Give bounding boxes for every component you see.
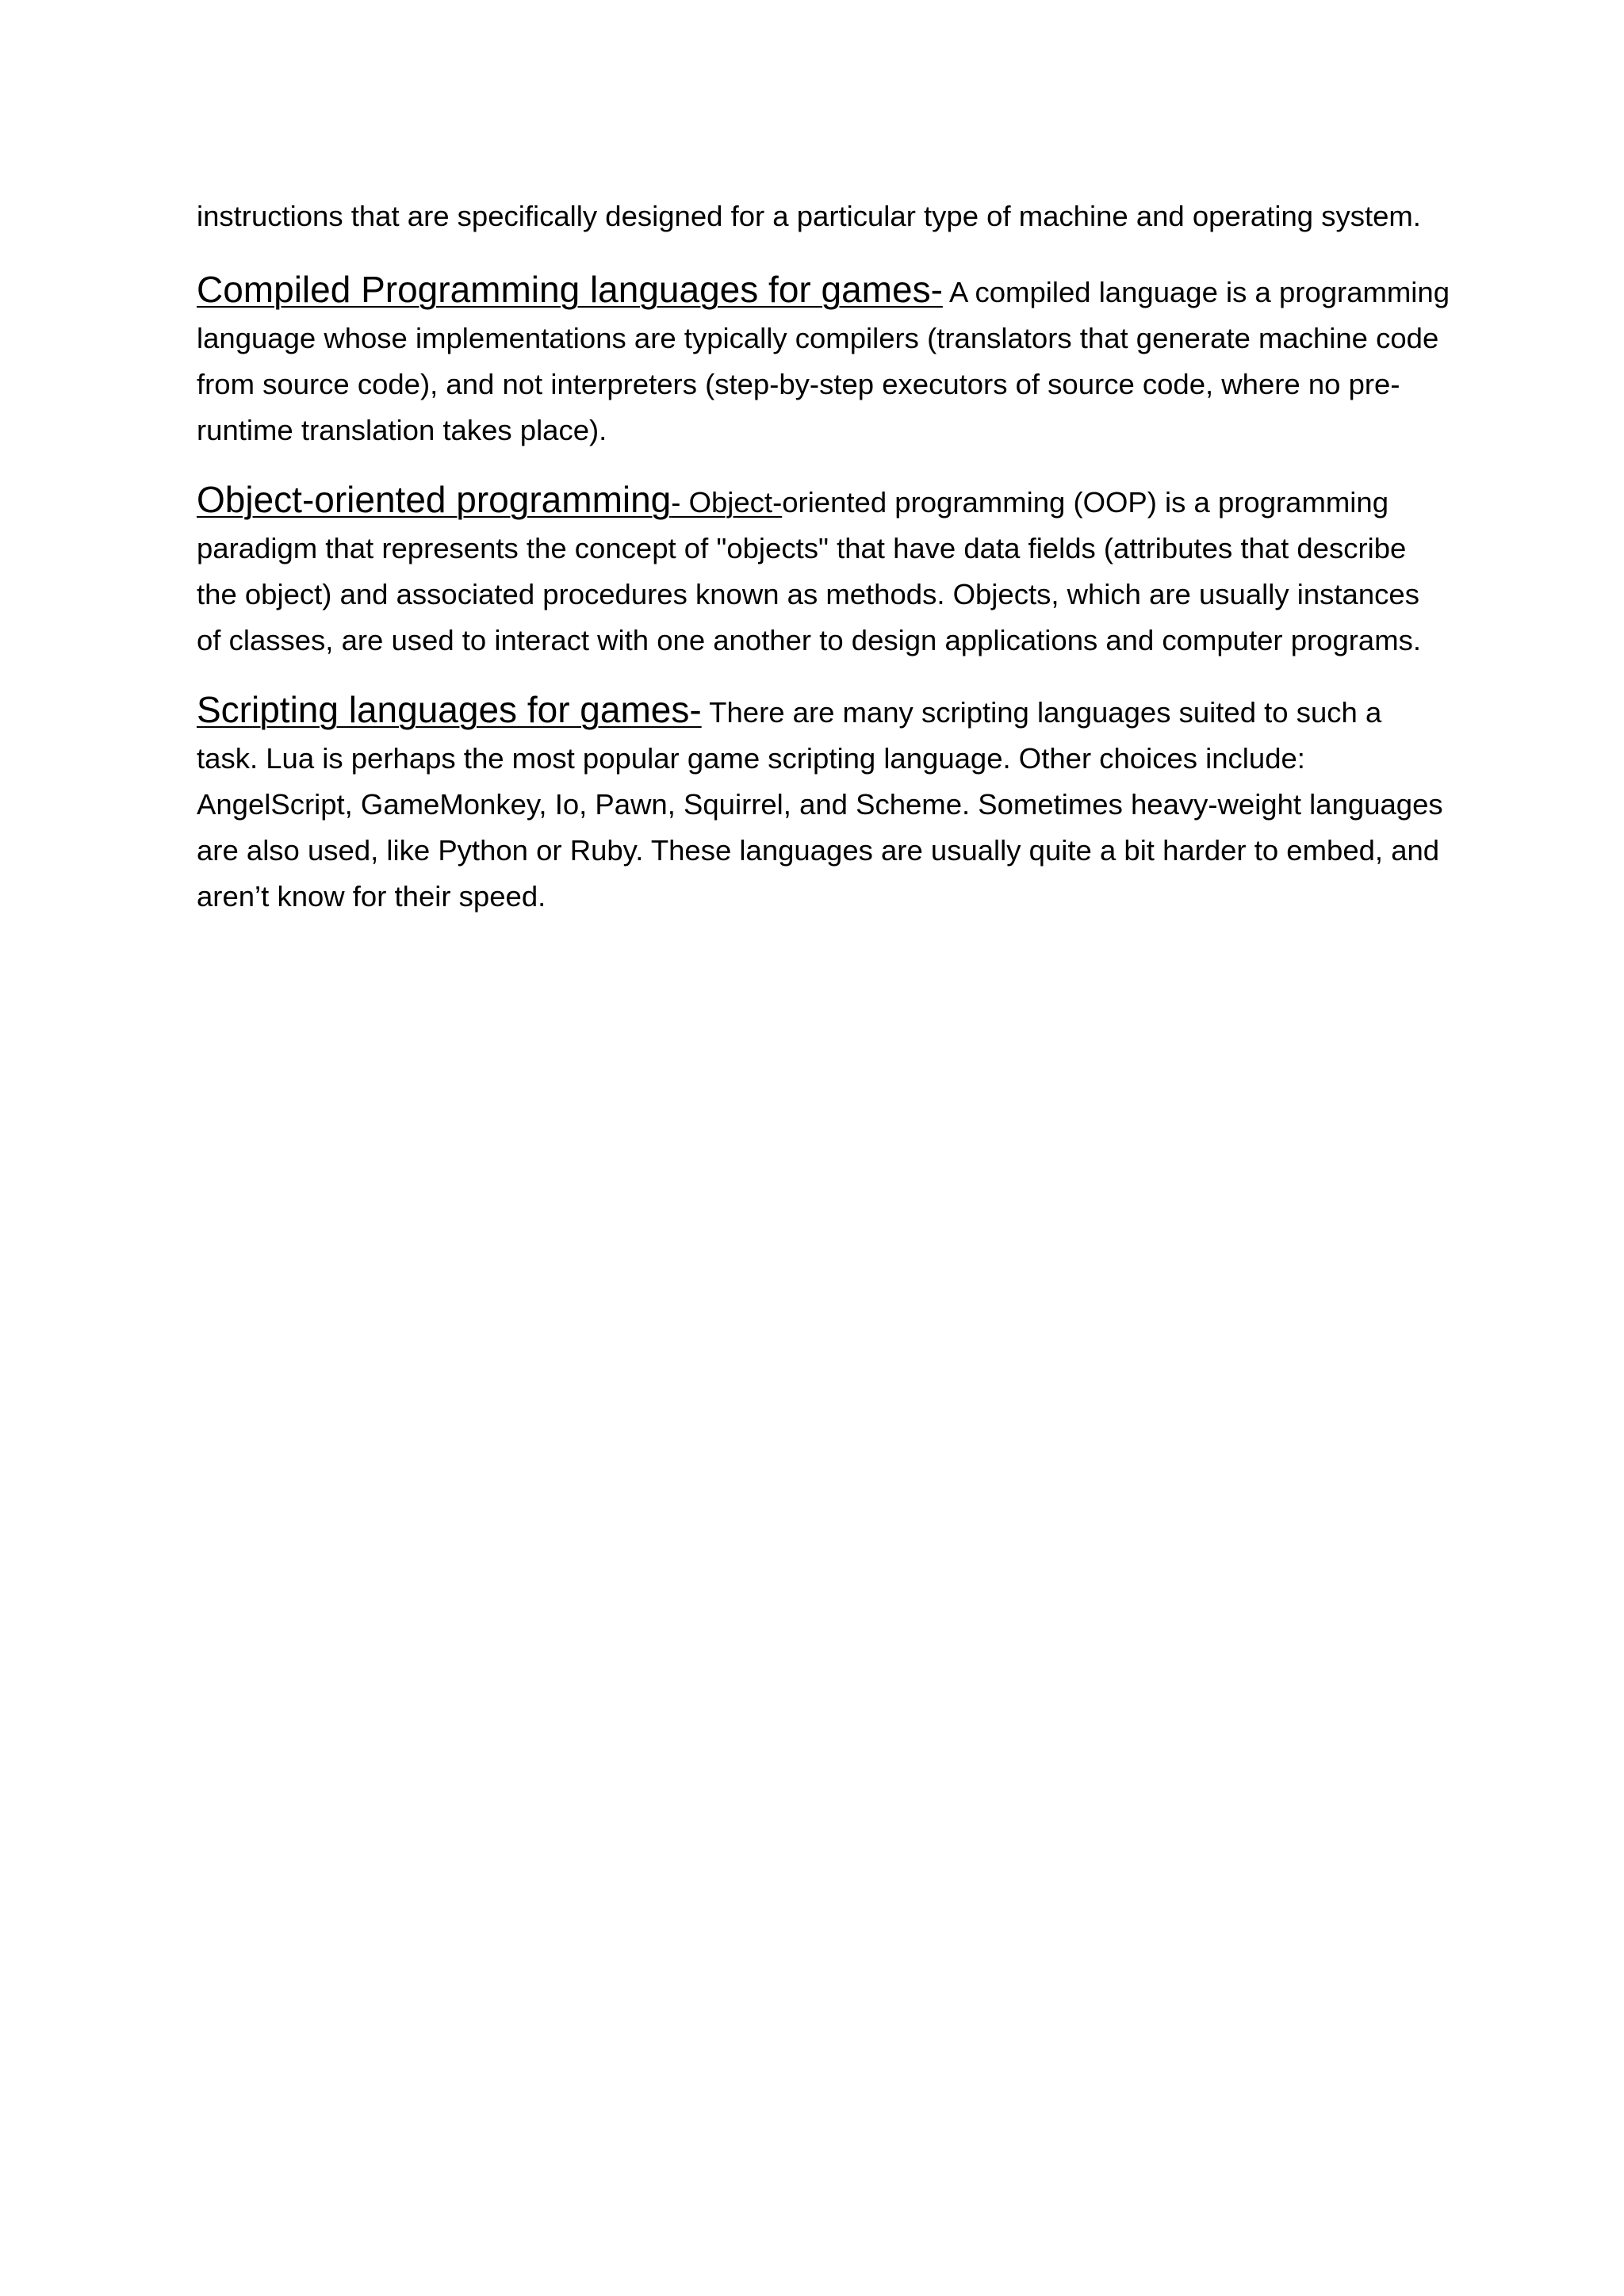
paragraph-object-oriented (197, 476, 1450, 664)
section-heading-object-oriented: Object-oriented programming (197, 479, 672, 520)
paragraph-text: oriented programming (OOP) is a programming paradigm that represents the concept of "objects" that have data fields (attributes that describe the object) and associated procedures known as methods. Objects, which are usually instances of classes, are used to interact with one another to design applications and computer programs. (197, 486, 1422, 656)
paragraph-machine-code-continuation (197, 193, 1450, 239)
paragraph-text: instructions that are specifically designed for a particular type of machine and operating system. (197, 200, 1421, 232)
underlined-lead-text: - Object- (671, 486, 783, 519)
section-heading-compiled-languages: Compiled Programming languages for games- (197, 269, 943, 310)
paragraph-compiled-languages (197, 266, 1450, 453)
document-body (197, 193, 1450, 920)
paragraph-text: A compiled language is a programming language whose implementations are typically compilers (translators that generate machine code from source code), and not interpreters (step-by-step executors of source code, where no pre-runtime translation takes place). (197, 276, 1450, 446)
paragraph-text: There are many scripting languages suited to such a task. Lua is perhaps the most popular game scripting language. Other choices include: AngelScript, GameMonkey, Io, Pawn, Squirrel, and Scheme. Sometimes heavy-weight languages are also used, like Python or Ruby. These languages are usually quite a bit harder to embed, and aren’t know for their speed. (197, 696, 1443, 913)
paragraph-scripting-languages (197, 687, 1450, 920)
section-heading-scripting-languages: Scripting languages for games- (197, 689, 702, 730)
